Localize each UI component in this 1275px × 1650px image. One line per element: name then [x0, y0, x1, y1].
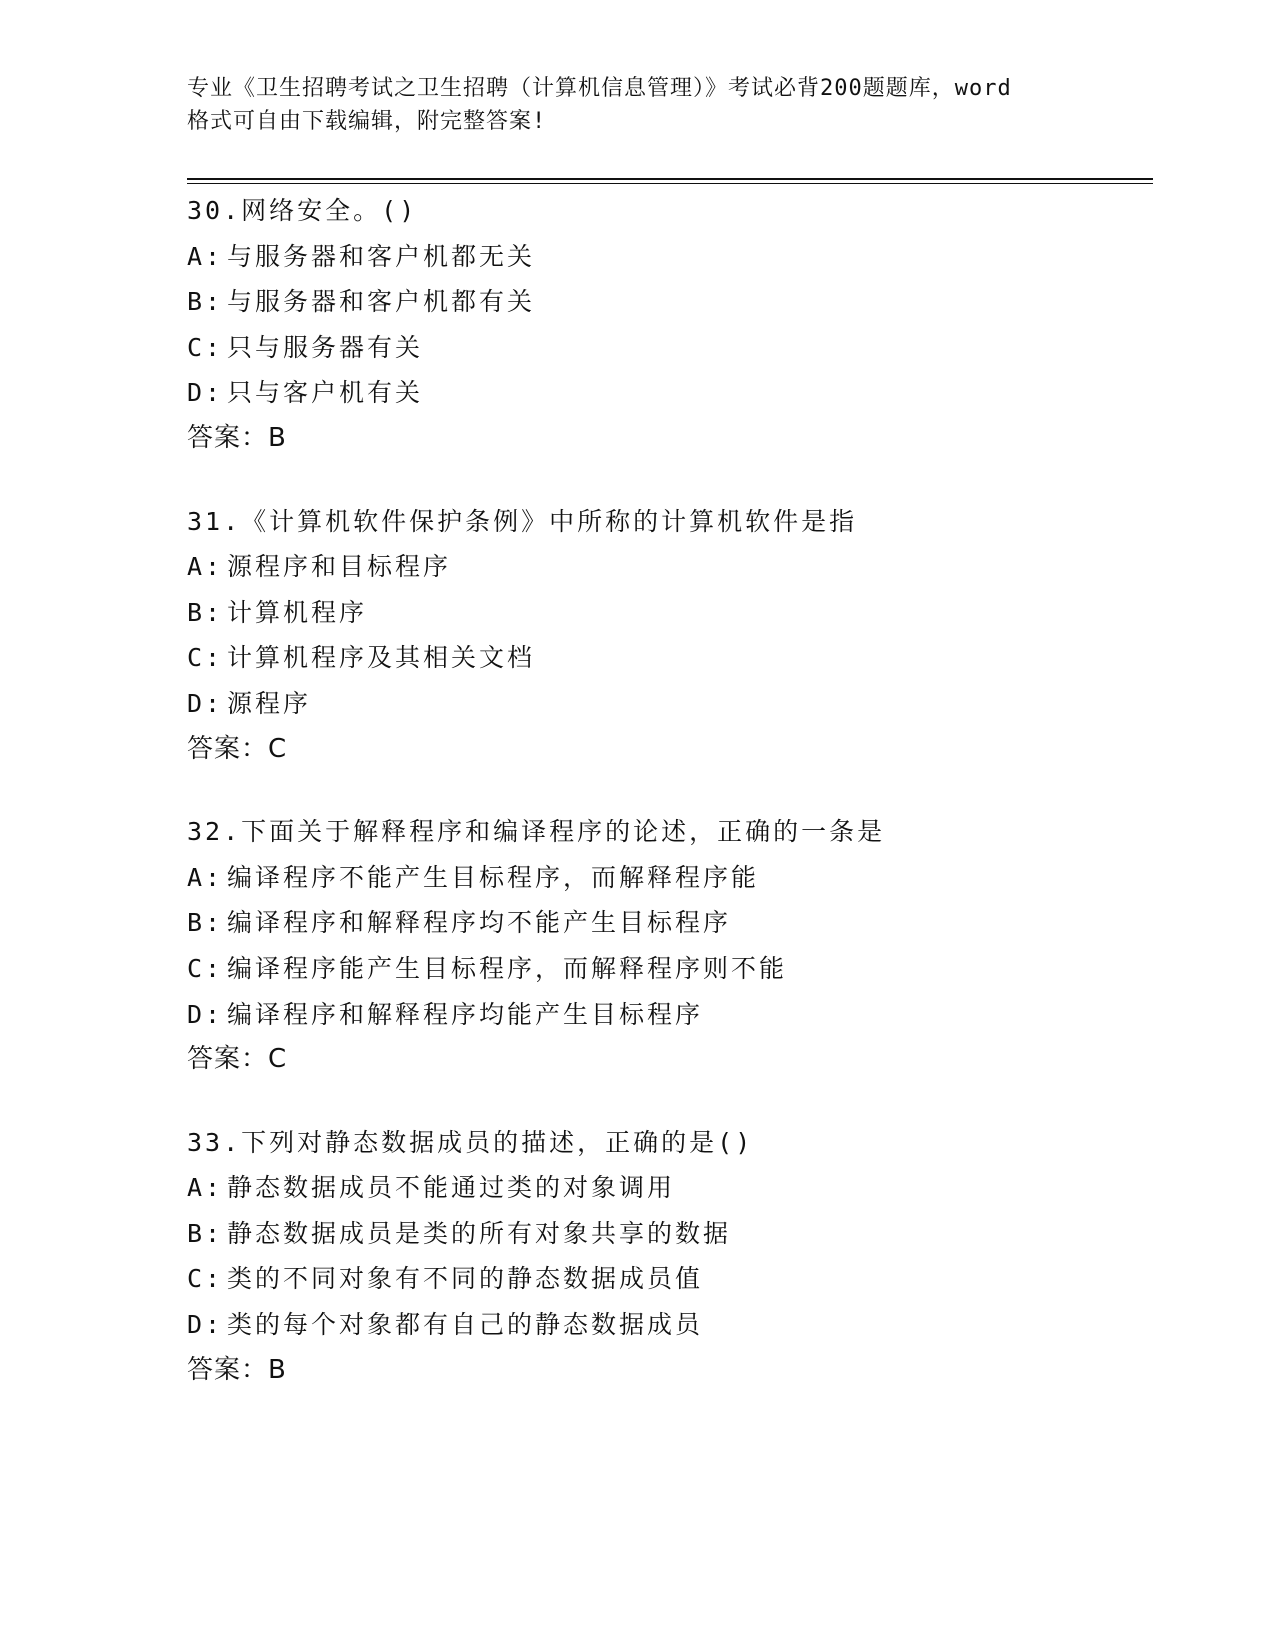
option-text: 编译程序能产生目标程序，而解释程序则不能	[227, 953, 788, 983]
option-label: B:	[187, 908, 224, 938]
option-text: 只与客户机有关	[227, 378, 424, 408]
option-label: C:	[187, 643, 224, 673]
option-text: 只与服务器有关	[227, 332, 424, 362]
option-text: 编译程序和解释程序均能产生目标程序	[227, 999, 704, 1029]
answer-line: 答案：C	[187, 733, 288, 764]
question-31	[187, 499, 1147, 773]
option-a	[187, 234, 1147, 280]
option-text: 与服务器和客户机都无关	[227, 241, 536, 271]
header-divider-thick	[187, 178, 1153, 180]
option-text: 源程序和目标程序	[227, 552, 452, 582]
answer-line: 答案：B	[187, 422, 287, 453]
option-label: A:	[187, 862, 224, 892]
option-d	[187, 1302, 1147, 1348]
option-a	[187, 855, 1147, 901]
option-text: 编译程序不能产生目标程序，而解释程序能	[227, 862, 760, 892]
option-text: 静态数据成员不能通过类的对象调用	[227, 1173, 676, 1203]
header-divider-thin	[187, 183, 1153, 184]
option-text: 与服务器和客户机都有关	[227, 287, 536, 317]
document-header	[187, 72, 1087, 138]
question-stem: 32.下面关于解释程序和编译程序的论述，正确的一条是	[187, 817, 886, 847]
option-text: 源程序	[227, 688, 312, 718]
option-b	[187, 279, 1147, 325]
option-c	[187, 946, 1147, 992]
option-label: D:	[187, 378, 224, 408]
question-stem: 30.网络安全。()	[187, 196, 418, 225]
question-32	[187, 809, 1147, 1083]
option-a	[187, 1165, 1147, 1211]
option-d	[187, 681, 1147, 727]
option-label: D:	[187, 999, 224, 1029]
option-label: C:	[187, 953, 224, 983]
option-label: A:	[187, 241, 224, 271]
option-label: B:	[187, 1218, 224, 1248]
option-label: B:	[187, 287, 224, 317]
option-b	[187, 1211, 1147, 1257]
option-text: 计算机程序	[227, 597, 368, 627]
option-a	[187, 544, 1147, 590]
option-c	[187, 1256, 1147, 1302]
header-line-2: 格式可自由下载编辑，附完整答案!	[187, 109, 547, 134]
question-30	[187, 188, 1147, 462]
option-label: A:	[187, 1173, 224, 1203]
header-line-1: 专业《卫生招聘考试之卫生招聘（计算机信息管理）》考试必背200题题库，word	[187, 76, 1012, 101]
question-33	[187, 1120, 1147, 1394]
option-label: A:	[187, 552, 224, 582]
option-text: 类的不同对象有不同的静态数据成员值	[227, 1264, 704, 1294]
option-text: 计算机程序及其相关文档	[227, 643, 536, 673]
option-label: D:	[187, 688, 224, 718]
option-d	[187, 370, 1147, 416]
question-stem: 31.《计算机软件保护条例》中所称的计算机软件是指	[187, 506, 858, 536]
option-b	[187, 900, 1147, 946]
question-stem: 33.下列对静态数据成员的描述，正确的是()	[187, 1127, 754, 1157]
option-d	[187, 992, 1147, 1038]
option-text: 编译程序和解释程序均不能产生目标程序	[227, 908, 732, 938]
option-c	[187, 635, 1147, 681]
answer-line: 答案：B	[187, 1354, 287, 1385]
option-c	[187, 325, 1147, 371]
option-text: 静态数据成员是类的所有对象共享的数据	[227, 1218, 732, 1248]
option-b	[187, 590, 1147, 636]
option-label: C:	[187, 332, 224, 362]
option-label: C:	[187, 1264, 224, 1294]
option-label: B:	[187, 597, 224, 627]
option-text: 类的每个对象都有自己的静态数据成员	[227, 1310, 704, 1340]
option-label: D:	[187, 1310, 224, 1340]
answer-line: 答案：C	[187, 1044, 288, 1075]
question-list	[187, 188, 1147, 1430]
